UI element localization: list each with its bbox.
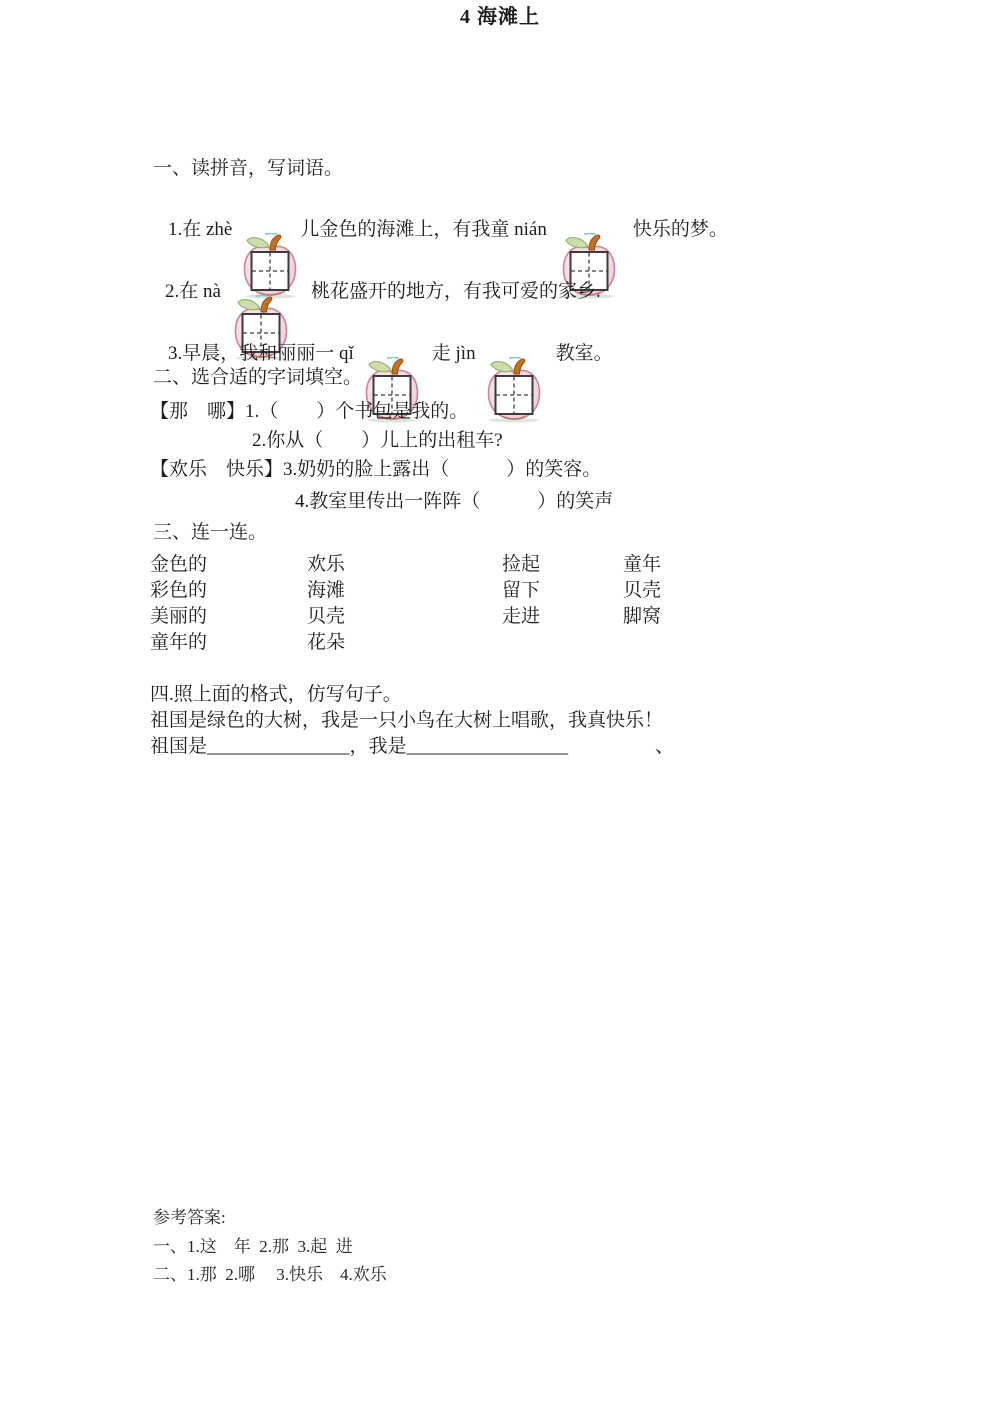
section2-heading: 二、选合适的字词填空。 xyxy=(153,367,363,388)
section2-line1: 【那 哪】1.（ ）个书包是我的。 xyxy=(150,401,469,422)
apple-graphic xyxy=(484,357,544,423)
match-object xyxy=(623,627,710,653)
section1-heading: 一、读拼音，写词语。 xyxy=(153,158,344,179)
match-noun: 贝壳 xyxy=(307,606,346,627)
answers-heading: 参考答案: xyxy=(153,1208,226,1227)
answers-line2: 二、1.那 2.哪 3.快乐 4.欢乐 xyxy=(153,1265,387,1284)
pinyin-writing-box-1 xyxy=(240,197,300,263)
page-title: 4 海滩上 xyxy=(460,6,540,28)
match-object: 脚窝 xyxy=(623,606,662,627)
item1-text-pre: 1.在 zhè xyxy=(168,219,233,240)
pinyin-writing-box-3 xyxy=(231,259,291,325)
section3-heading: 三、连一连。 xyxy=(153,522,268,543)
top-mark xyxy=(584,233,596,234)
leaf-icon xyxy=(491,362,513,372)
section4-trailing-mark: 、 xyxy=(655,736,675,757)
section2-line4: 4.教室里传出一阵阵（ ）的笑声 xyxy=(295,491,614,512)
match-verb: 捡起 xyxy=(502,554,541,575)
pinyin-writing-box-2 xyxy=(559,197,619,263)
item1-text-post: 快乐的梦。 xyxy=(632,219,728,240)
item2-text-post: 桃花盛开的地方，有我可爱的家乡. xyxy=(310,281,601,302)
section2-line3: 【欢乐 快乐】3.奶奶的脸上露出（ ）的笑容。 xyxy=(150,459,602,480)
match-noun: 欢乐 xyxy=(307,554,346,575)
top-mark xyxy=(256,295,268,296)
match-adjective: 美丽的 xyxy=(150,606,208,627)
section2-line2: 2.你从（ ）儿上的出租车? xyxy=(252,430,503,451)
section1-item2 xyxy=(165,259,601,325)
leaf-icon xyxy=(247,238,269,248)
leaf-icon xyxy=(566,238,588,248)
item3-text-pre: 3.早晨，我和丽丽一 qǐ xyxy=(168,343,354,364)
leaf-icon xyxy=(238,300,260,310)
matching-grid xyxy=(150,549,710,653)
match-adjective: 金色的 xyxy=(150,554,208,575)
pinyin-writing-box-4 xyxy=(362,321,422,387)
match-verb: 走进 xyxy=(502,606,541,627)
match-verb: 留下 xyxy=(502,580,541,601)
item3-text-mid: 走 jìn xyxy=(431,343,476,364)
pinyin-writing-box-5 xyxy=(484,321,544,387)
item2-text-pre: 2.在 nà xyxy=(165,281,221,302)
match-verb xyxy=(502,627,623,653)
leaf-icon xyxy=(369,362,391,372)
top-mark xyxy=(387,357,399,358)
match-noun: 花朵 xyxy=(307,632,346,653)
match-object: 童年 xyxy=(623,554,662,575)
top-mark xyxy=(265,233,277,234)
answers-line1: 一、1.这 年 2.那 3.起 进 xyxy=(153,1237,353,1256)
section4-fill-in-line: 祖国是_______________，我是_________________ xyxy=(150,736,569,757)
section4-heading: 四.照上面的格式，仿写句子。 xyxy=(150,684,402,705)
item1-text-mid: 儿金色的海滩上，有我童 nián xyxy=(300,219,547,240)
top-mark xyxy=(509,357,521,358)
match-object: 贝壳 xyxy=(623,580,662,601)
match-noun: 海滩 xyxy=(307,580,346,601)
item3-text-post: 教室。 xyxy=(555,343,613,364)
match-adjective: 彩色的 xyxy=(150,580,208,601)
section4-example-sentence: 祖国是绿色的大树，我是一只小鸟在大树上唱歌，我真快乐！ xyxy=(150,710,664,731)
match-adjective: 童年的 xyxy=(150,632,208,653)
section1-item1 xyxy=(168,197,728,263)
